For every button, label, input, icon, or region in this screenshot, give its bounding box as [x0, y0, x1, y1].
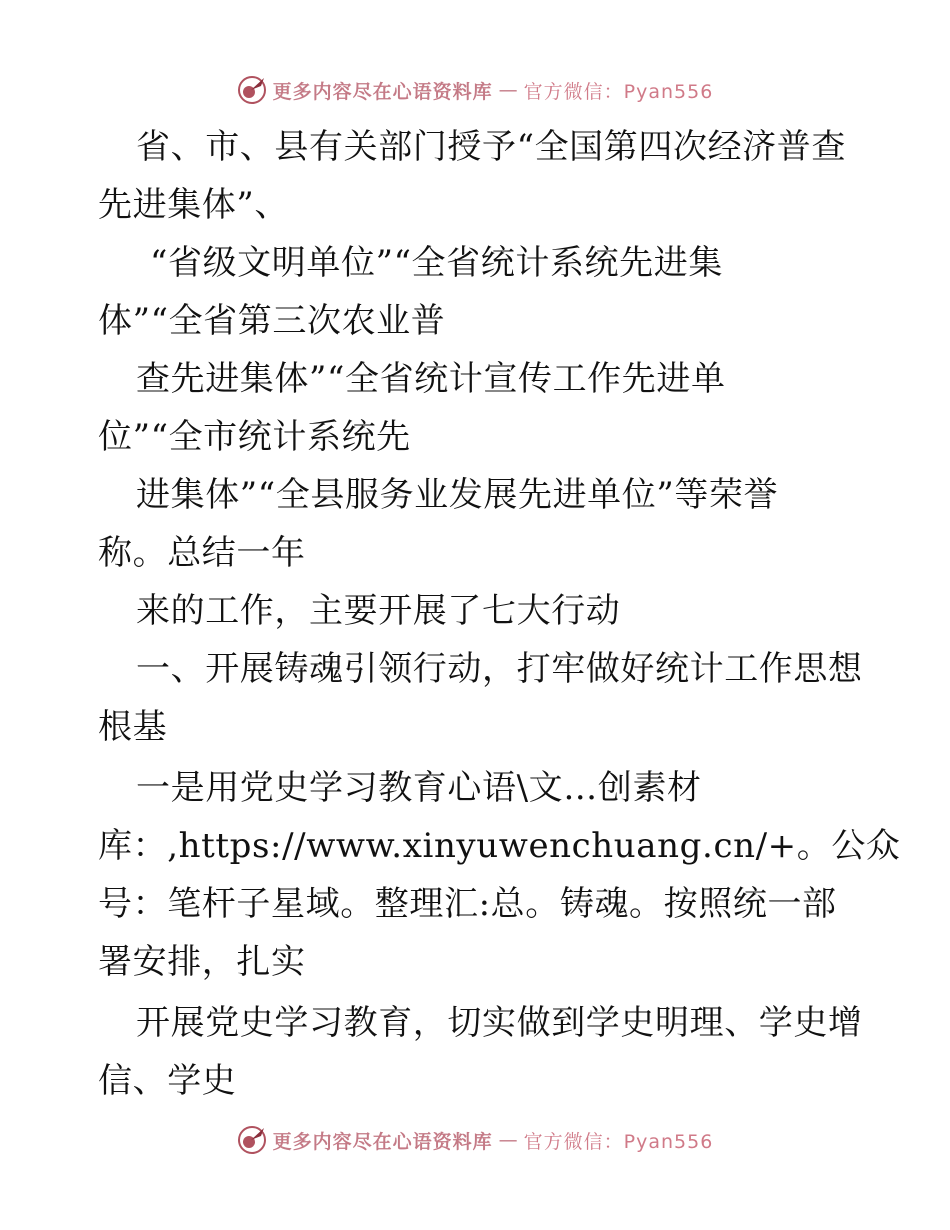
- watermark-dash: —: [498, 79, 518, 101]
- text-line: 先进集体”、: [98, 185, 289, 225]
- text-line: 信、学史: [98, 1061, 237, 1101]
- text-line: 体”“全省第三次农业普: [98, 301, 446, 341]
- text-line: 开展党史学习教育，切实做到学史明理、学史增: [136, 1003, 863, 1043]
- text-line: “省级文明单位”“全省统计系统先进集: [150, 243, 723, 283]
- text-line: 来的工作，主要开展了七大行动: [136, 591, 621, 631]
- watermark-wechat-text: 官方微信：Pyan556: [523, 80, 714, 103]
- text-line: 根基: [98, 707, 168, 747]
- text-line: 库：,https://www.xinyuwenchuang.cn/+。公众: [98, 826, 901, 866]
- text-line: 省、市、县有关部门授予“全国第四次经济普查: [136, 127, 846, 167]
- watermark-wechat-text: 官方微信：Pyan556: [523, 1130, 714, 1153]
- text-line: 一是用党史学习教育心语\文…创素材: [136, 768, 702, 808]
- text-line: 一、开展铸魂引领行动，打牢做好统计工作思想: [136, 649, 863, 689]
- text-line: 号：笔杆子星域。整理汇:总。铸魂。按照统一部: [98, 884, 837, 924]
- text-line: 进集体”“全县服务业发展先进单位”等荣誉: [136, 475, 779, 515]
- text-line: 称。总结一年: [98, 533, 306, 573]
- footer-watermark: [0, 1120, 950, 1160]
- watermark-main-text: 更多内容尽在心语资料库: [272, 1130, 493, 1153]
- quill-seal-icon: [237, 1125, 267, 1155]
- text-line: 署安排，扎实: [98, 942, 306, 982]
- watermark-dash: —: [498, 1129, 518, 1151]
- watermark-main-text: 更多内容尽在心语资料库: [272, 80, 493, 103]
- text-line: 位”“全市统计系统先: [98, 417, 411, 457]
- text-line: 查先进集体”“全省统计宣传工作先进单: [136, 359, 726, 399]
